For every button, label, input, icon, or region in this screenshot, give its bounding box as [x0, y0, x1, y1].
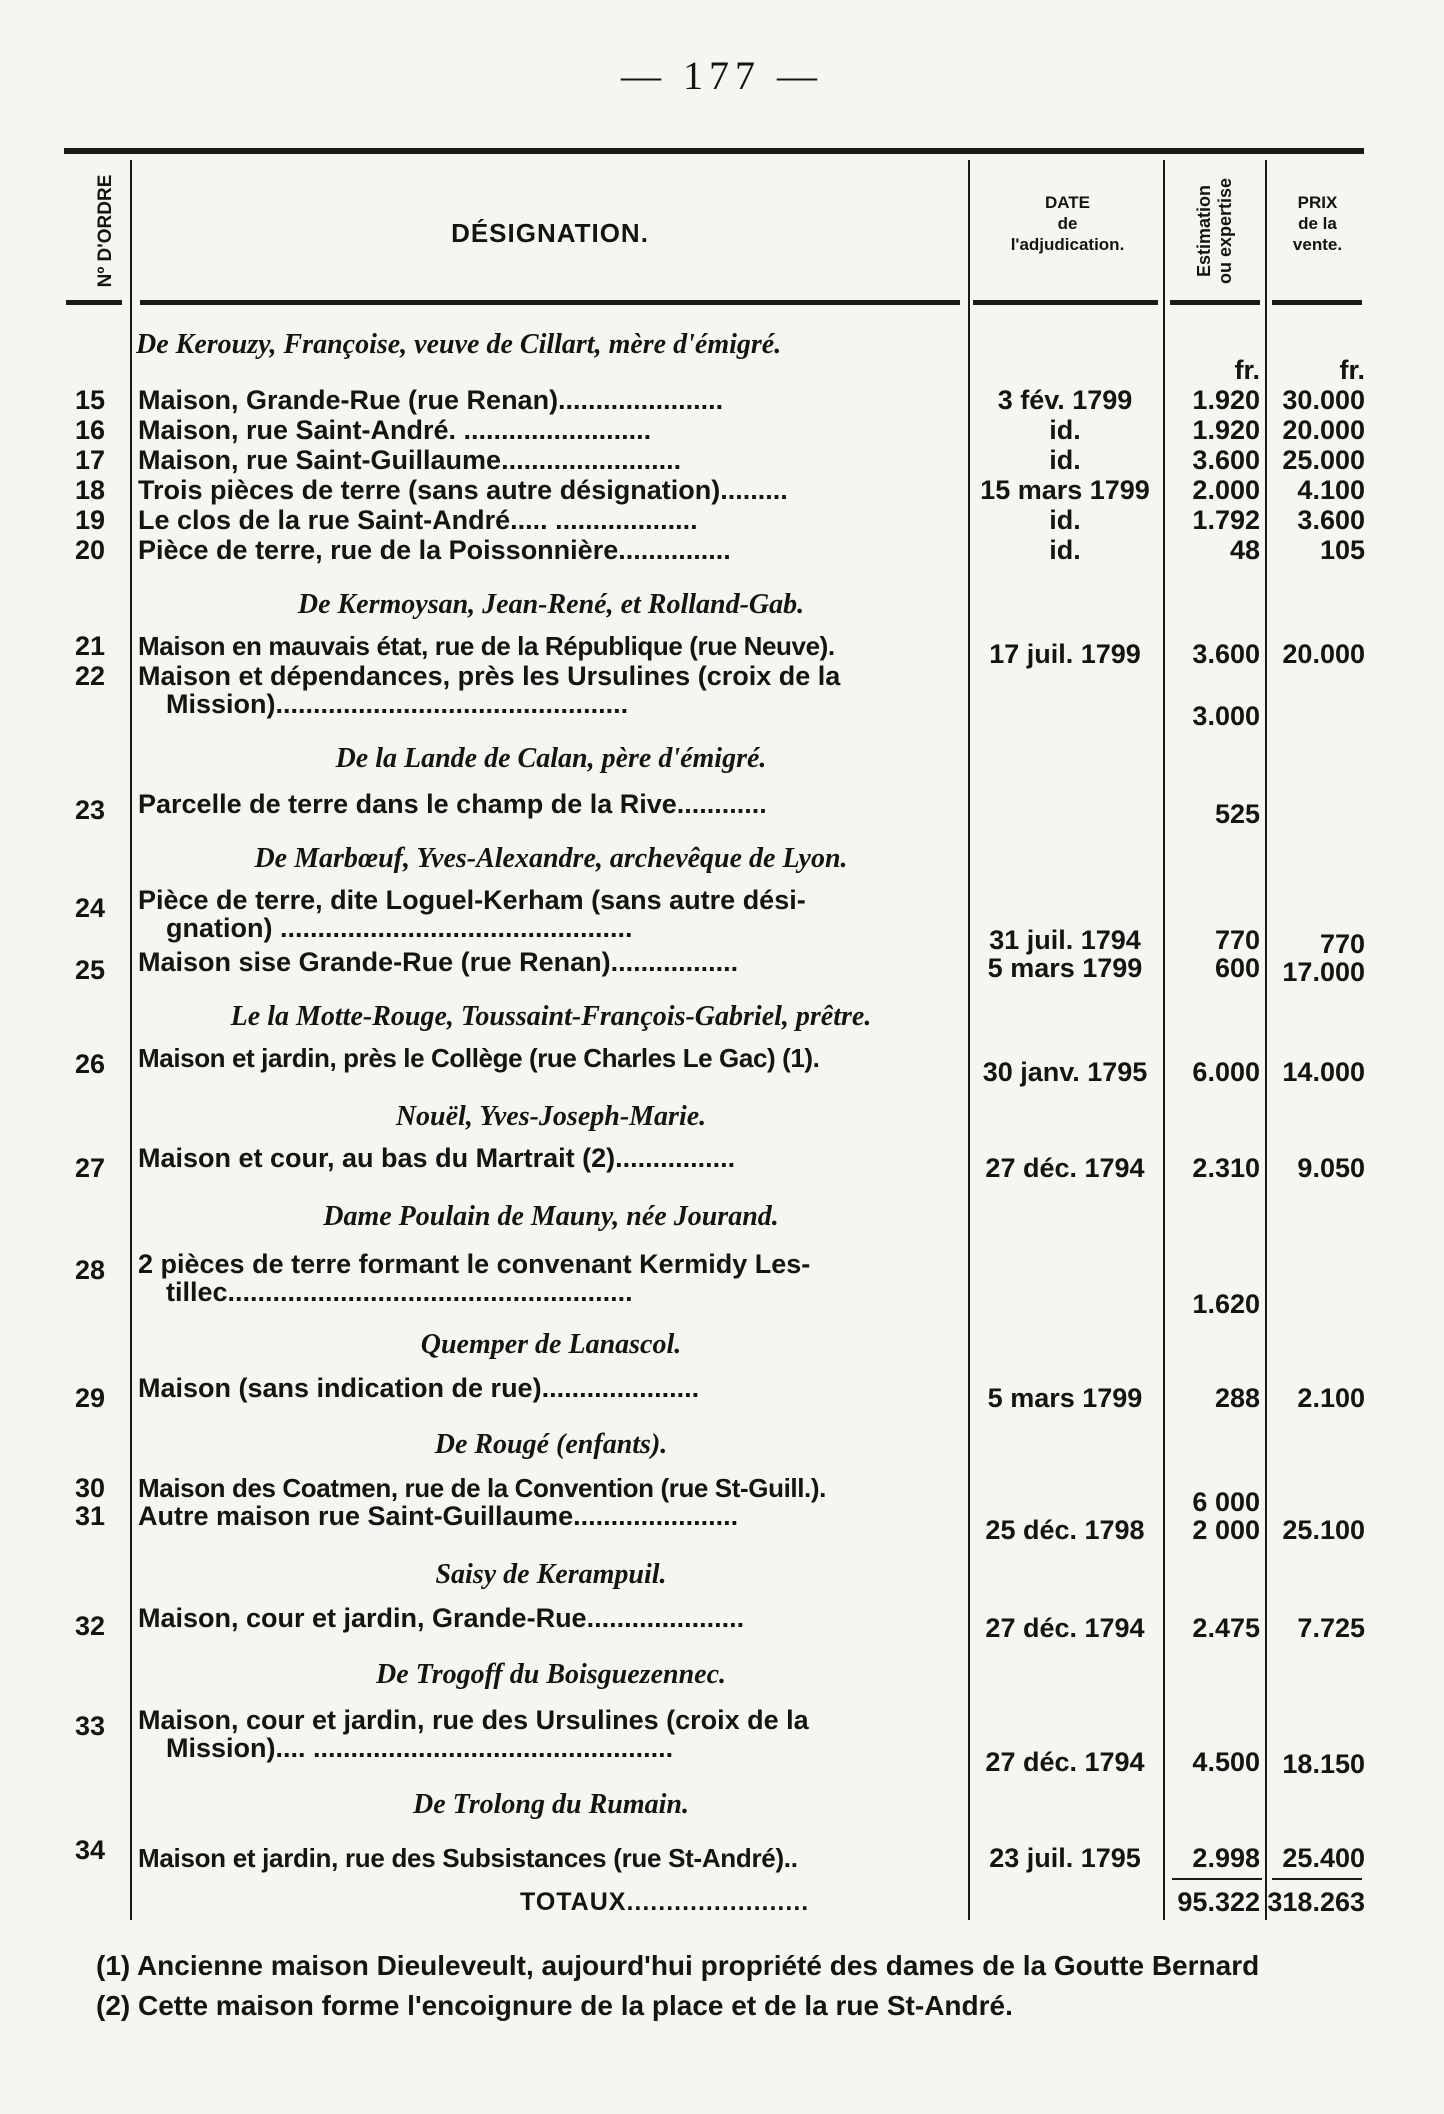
total-rule	[1172, 1878, 1262, 1880]
row-prix: 2.100	[1297, 1383, 1365, 1413]
owner-heading: De Marbœuf, Yves-Alexandre, archevêque de Lyon.	[254, 843, 848, 874]
page-number: — 177 —	[621, 53, 823, 98]
row-designation: Maison en mauvais état, rue de la République (rue Neuve).	[138, 631, 835, 661]
row-date: 15 mars 1799	[980, 475, 1150, 505]
row-number: 15	[74, 385, 106, 415]
row-designation: Pièce de terre, dite Loguel-Kerham (sans autre dési-	[138, 885, 806, 915]
row-number: 20	[74, 535, 106, 565]
header-rule	[1272, 300, 1362, 305]
row-estimation: 525	[1214, 799, 1260, 829]
row-prix: 20.000	[1282, 639, 1365, 669]
owner-heading: De Trolong du Rumain.	[413, 1789, 689, 1820]
row-date: id.	[1049, 445, 1081, 475]
row-designation: Maison et dépendances, près les Ursulines (croix de la	[138, 661, 841, 691]
header-rule	[973, 300, 1158, 305]
row-date: id.	[1049, 505, 1081, 535]
row-prix: 105	[1319, 535, 1365, 565]
row-number: 16	[74, 415, 106, 445]
top-rule	[64, 148, 1364, 154]
row-number: 25	[74, 955, 106, 985]
row-estimation: 770	[1214, 925, 1260, 955]
unit-prix: fr.	[1339, 355, 1365, 385]
row-estimation: 288	[1214, 1383, 1260, 1413]
row-designation: Trois pièces de terre (sans autre désignation).........	[138, 475, 788, 505]
row-estimation: 4.500	[1192, 1747, 1260, 1777]
row-estimation: 600	[1214, 953, 1260, 983]
row-prix: 9.050	[1297, 1153, 1365, 1183]
row-designation: Le clos de la rue Saint-André..... ...................	[138, 505, 698, 535]
row-designation: Maison, rue Saint-Guillaume........................	[138, 445, 682, 475]
row-prix: 4.100	[1297, 475, 1365, 505]
row-prix: 25.100	[1282, 1515, 1365, 1545]
row-prix: 25.400	[1282, 1843, 1365, 1873]
header-rule	[140, 300, 960, 305]
row-number: 33	[74, 1711, 106, 1741]
row-estimation: 2.310	[1192, 1153, 1260, 1183]
row-date: 17 juil. 1799	[989, 639, 1141, 669]
row-designation: 2 pièces de terre formant le convenant Kermidy Les-	[138, 1249, 811, 1279]
row-number: 19	[74, 505, 106, 535]
row-estimation: 2 000	[1192, 1515, 1260, 1545]
total-estimation: 95.322	[1177, 1887, 1260, 1917]
row-designation: Maison et cour, au bas du Martrait (2)................	[138, 1143, 736, 1173]
row-designation: Maison, cour et jardin, rue des Ursulines (croix de la	[138, 1705, 809, 1735]
row-designation-cont: gnation) ...............................................	[166, 913, 633, 943]
row-date: 23 juil. 1795	[989, 1843, 1141, 1873]
row-date: 27 déc. 1794	[985, 1153, 1145, 1183]
row-number: 21	[74, 631, 106, 661]
row-prix: 7.725	[1297, 1613, 1365, 1643]
row-estimation: 2.998	[1192, 1843, 1260, 1873]
row-designation: Pièce de terre, rue de la Poissonnière...............	[138, 535, 731, 565]
row-date: 5 mars 1799	[987, 953, 1143, 983]
row-number: 23	[74, 795, 106, 825]
row-number: 28	[74, 1255, 106, 1285]
row-estimation: 2.475	[1192, 1613, 1260, 1643]
header-order: Nº D'ORDRE	[95, 174, 116, 288]
owner-heading: De la Lande de Calan, père d'émigré.	[335, 743, 767, 774]
row-number: 22	[74, 661, 106, 691]
row-number: 31	[74, 1501, 106, 1531]
header-estimation: Estimation ou expertise	[1194, 177, 1235, 285]
owner-heading: Le la Motte-Rouge, Toussaint-François-Gabriel, prêtre.	[230, 1001, 872, 1032]
row-estimation: 1.920	[1192, 385, 1260, 415]
row-date: 30 janv. 1795	[982, 1057, 1148, 1087]
owner-heading: De Rougé (enfants).	[434, 1429, 668, 1460]
row-estimation: 3.000	[1192, 701, 1260, 731]
owner-heading: Quemper de Lanascol.	[420, 1329, 682, 1360]
row-prix: 17.000	[1282, 957, 1365, 987]
owner-heading: De Kerouzy, Françoise, veuve de Cillart, mère d'émigré.	[136, 329, 782, 360]
row-prix: 770	[1319, 929, 1365, 959]
row-estimation: 48	[1229, 535, 1260, 565]
row-estimation: 3.600	[1192, 639, 1260, 669]
unit-est: fr.	[1234, 355, 1260, 385]
row-designation: Maison, Grande-Rue (rue Renan)......................	[138, 385, 724, 415]
row-designation: Maison et jardin, près le Collège (rue Charles Le Gac) (1).	[138, 1043, 820, 1073]
row-designation-cont: Mission)...............................................	[166, 689, 629, 719]
row-prix: 20.000	[1282, 415, 1365, 445]
row-estimation: 6 000	[1192, 1487, 1260, 1517]
row-number: 27	[74, 1153, 106, 1183]
row-designation: Parcelle de terre dans le champ de la Rive............	[138, 789, 767, 819]
row-number: 32	[74, 1611, 106, 1641]
row-designation-cont: tillec......................................................	[166, 1277, 633, 1307]
row-designation: Maison sise Grande-Rue (rue Renan).................	[138, 947, 739, 977]
row-prix: 25.000	[1282, 445, 1365, 475]
footnote: (2) Cette maison forme l'encoignure de la place et de la rue St-André.	[96, 1990, 1013, 2021]
row-date: 27 déc. 1794	[985, 1747, 1145, 1777]
row-prix: 14.000	[1282, 1057, 1365, 1087]
row-estimation: 1.920	[1192, 415, 1260, 445]
row-designation: Maison et jardin, rue des Subsistances (rue St-André)..	[138, 1843, 798, 1873]
header-date: DATE de l'adjudication.	[1010, 193, 1125, 254]
footnote: (1) Ancienne maison Dieuleveult, aujourd'hui propriété des dames de la Goutte Bernard	[96, 1950, 1260, 1981]
header-prix: PRIX de la vente.	[1292, 193, 1343, 254]
row-estimation: 1.792	[1192, 505, 1260, 535]
header-rule	[66, 300, 122, 305]
header-rule	[1170, 300, 1260, 305]
owner-heading: De Trogoff du Boisguezennec.	[376, 1659, 726, 1690]
total-rule	[1272, 1878, 1362, 1880]
row-designation: Autre maison rue Saint-Guillaume......................	[138, 1501, 739, 1531]
owner-heading: Nouël, Yves-Joseph-Marie.	[395, 1101, 707, 1132]
row-number: 26	[74, 1049, 106, 1079]
row-number: 34	[74, 1835, 106, 1865]
row-designation: Maison, cour et jardin, Grande-Rue.....................	[138, 1603, 745, 1633]
row-date: 27 déc. 1794	[985, 1613, 1145, 1643]
row-designation: Maison (sans indication de rue).....................	[138, 1373, 700, 1403]
header-designation: DÉSIGNATION.	[451, 218, 649, 248]
row-date: 5 mars 1799	[987, 1383, 1143, 1413]
row-date: 31 juil. 1794	[989, 925, 1141, 955]
col-divider	[130, 160, 132, 1920]
owner-heading: Dame Poulain de Mauny, née Jourand.	[323, 1201, 779, 1232]
row-estimation: 3.600	[1192, 445, 1260, 475]
owner-heading: Saisy de Kerampuil.	[435, 1559, 667, 1590]
owner-heading: De Kermoysan, Jean-René, et Rolland-Gab.	[297, 589, 805, 620]
row-number: 24	[74, 893, 106, 923]
row-estimation: 1.620	[1192, 1289, 1260, 1319]
row-estimation: 6.000	[1192, 1057, 1260, 1087]
row-designation: Maison, rue Saint-André. .........................	[138, 415, 652, 445]
row-prix: 30.000	[1282, 385, 1365, 415]
row-designation-cont: Mission).... ................................................	[166, 1733, 674, 1763]
row-estimation: 2.000	[1192, 475, 1260, 505]
row-prix: 18.150	[1282, 1749, 1365, 1779]
row-date: 3 fév. 1799	[997, 385, 1133, 415]
row-date: id.	[1049, 535, 1081, 565]
row-number: 17	[74, 445, 106, 475]
row-prix: 3.600	[1297, 505, 1365, 535]
row-date: id.	[1049, 415, 1081, 445]
row-number: 29	[74, 1383, 106, 1413]
row-number: 18	[74, 475, 106, 505]
row-date: 25 déc. 1798	[985, 1515, 1145, 1545]
totals-label: TOTAUX.......................	[520, 1888, 810, 1916]
row-number: 30	[74, 1473, 106, 1503]
row-designation: Maison des Coatmen, rue de la Convention (rue St-Guill.).	[138, 1473, 826, 1503]
total-prix: 318.263	[1267, 1887, 1365, 1917]
